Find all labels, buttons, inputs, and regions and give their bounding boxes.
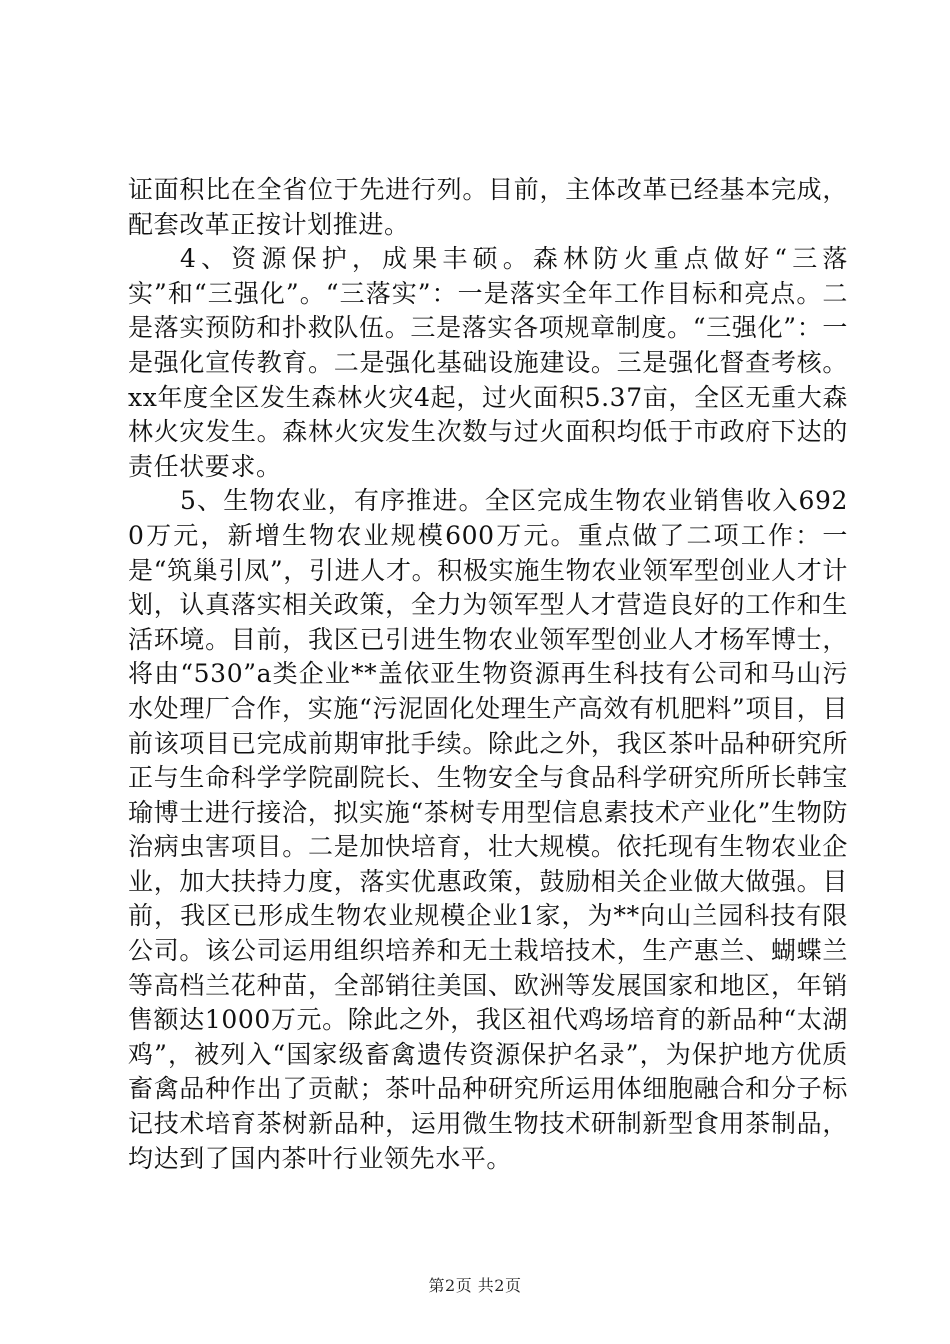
document-body xyxy=(128,173,848,1176)
paragraph-bio-agriculture: 5、生物农业，有序推进。全区完成生物农业销售收入6920万元，新增生物农业规模600万元。重点做了二项工作：一是“筑巢引凤”，引进人才。积极实施生物农业领军型创业人才计划，认真落实相关政策，全力为领军型人才营造良好的工作和生活环境。目前，我区已引进生物农业领军型创业人才杨军博士，将由“530”a类企业**盖依亚生物资源再生科技有公司和马山污水处理厂合作，实施“污泥固化处理生产高效有机肥料”项目，目前该项目已完成前期审批手续。除此之外，我区茶叶品种研究所正与生命科学学院副院长、生物安全与食品科学研究所所长韩宝瑜博士进行接洽，拟实施“茶树专用型信息素技术产业化”生物防治病虫害项目。二是加快培育，壮大规模。依托现有生物农业企业，加大扶持力度，落实优惠政策，鼓励相关企业做大做强。目前，我区已形成生物农业规模企业1家，为**向山兰园科技有限公司。该公司运用组织培养和无土栽培技术，生产惠兰、蝴蝶兰等高档兰花种苗，全部销往美国、欧洲等发展国家和地区，年销售额达1000万元。除此之外，我区祖代鸡场培育的新品种“太湖鸡”，被列入“国家级畜禽遗传资源保护名录”，为保护地方优质畜禽品种作出了贡献；茶叶品种研究所运用体细胞融合和分子标记技术培育茶树新品种，运用微生物技术研制新型食用茶制品，均达到了国内茶叶行业领先水平。 xyxy=(128,486,848,1173)
paragraph-continuation: 证面积比在全省位于先进行列。目前，主体改革已经基本完成，配套改革正按计划推进。 xyxy=(128,175,848,239)
paragraph-resource-protection: 4、资源保护，成果丰硕。森林防火重点做好“三落实”和“三强化”。“三落实”：一是落实全年工作目标和亮点。二是落实预防和扑救队伍。三是落实各项规章制度。“三强化”：一是强化宣传教育。二是强化基础设施建设。三是强化督查考核。xx年度全区发生森林火灾4起，过火面积5.37亩，全区无重大森林火灾发生。森林火灾发生次数与过火面积均低于市政府下达的责任状要求。 xyxy=(128,244,848,481)
page-number-footer: 第2页 共2页 xyxy=(428,1276,522,1295)
